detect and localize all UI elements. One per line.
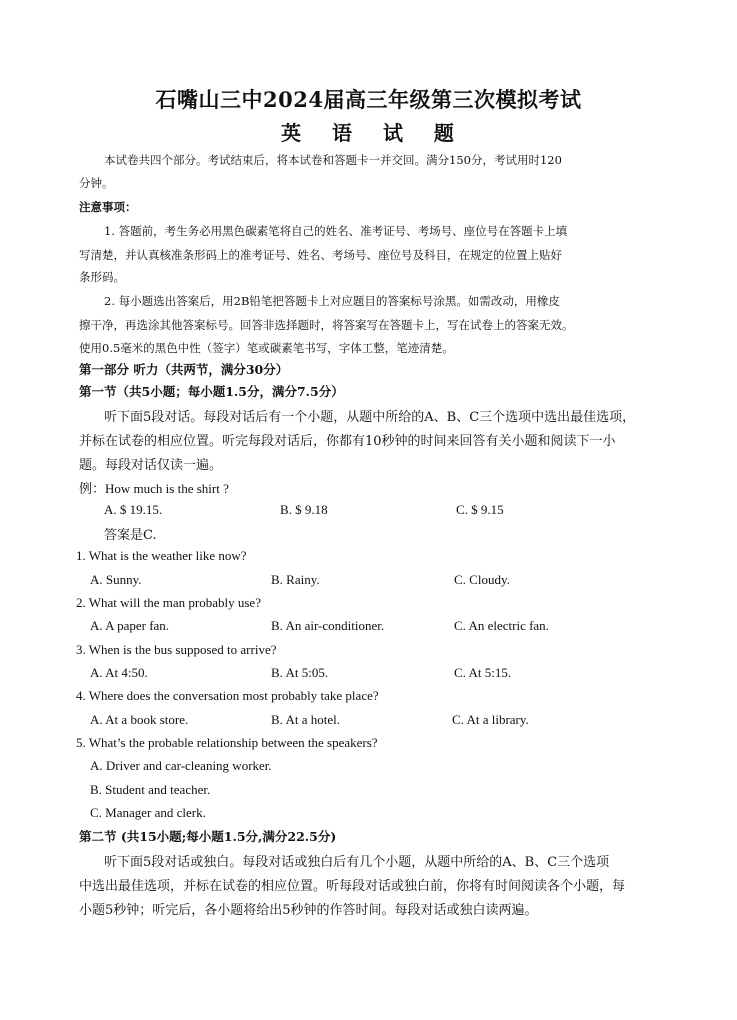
question-2-option-c: C. An electric fan. [454, 618, 549, 633]
question-5: 5. What’s the probable relationship between the speakers? [76, 735, 378, 750]
section2-heading: 第二节 (共15小题;每小题1.5分,满分22.5分) [79, 829, 337, 844]
example-option-c: C. $ 9.15 [456, 502, 504, 517]
section1-instr-line-3: 题。每段对话仅读一遍。 [79, 458, 223, 473]
question-3: 3. When is the bus supposed to arrive? [76, 642, 277, 657]
question-5-option-b: B. Student and teacher. [90, 782, 211, 797]
note-2-line-1: 2. 每小题选出答案后，用2B铅笔把答题卡上对应题目的答案标号涂黑。如需改动，用橡皮 [104, 294, 560, 308]
example-question: 例：How much is the shirt ? [79, 481, 229, 496]
exam-title: 石嘴山三中2024届高三年级第三次模拟考试 [155, 87, 582, 112]
section2-instr-line-2: 中选出最佳选项，并标在试卷的相应位置。听每段对话或独白前，你将有时间阅读各个小题，每 [79, 879, 626, 894]
example-answer: 答案是C. [104, 528, 157, 543]
section1-instr-line-1: 听下面5段对话。每段对话后有一个小题，从题中所给的A、B、C三个选项中选出最佳选项， [104, 410, 636, 425]
part1-heading: 第一部分 听力（共两节，满分30分） [79, 362, 289, 377]
question-3-option-c: C. At 5:15. [454, 665, 512, 680]
question-2-option-a: A. A paper fan. [90, 618, 170, 633]
question-4-option-c: C. At a library. [452, 712, 529, 727]
question-3-option-b: B. At 5:05. [271, 665, 329, 680]
note-1-line-3: 条形码。 [79, 270, 125, 284]
section1-instr-line-2: 并标在试卷的相应位置。听完每段对话后，你都有10秒钟的时间来回答有关小题和阅读下一小 [79, 434, 616, 449]
section2-instr-line-3: 小题5秒钟；听完后，各小题将给出5秒钟的作答时间。每段对话或独白读两遍。 [79, 903, 538, 918]
note-2-line-3: 使用0.5毫米的黑色中性（签字）笔或碳素笔书写，字体工整，笔迹清楚。 [79, 341, 454, 355]
question-4: 4. Where does the conversation most probably take place? [76, 688, 379, 703]
question-2-option-b: B. An air-conditioner. [271, 618, 385, 633]
example-option-a: A. $ 19.15. [104, 502, 163, 517]
section1-heading: 第一节（共5小题；每小题1.5分，满分7.5分） [79, 384, 344, 399]
exam-subtitle: 英 语 试 题 [281, 121, 466, 145]
question-4-option-a: A. At a book store. [90, 712, 189, 727]
note-1-line-1: 1. 答题前，考生务必用黑色碳素笔将自己的姓名、准考证号、考场号、座位号在答题卡上填 [104, 224, 568, 238]
question-1: 1. What is the weather like now? [76, 548, 247, 563]
intro-line-2: 分钟。 [79, 176, 114, 190]
section2-instr-line-1: 听下面5段对话或独白。每段对话或独白后有几个小题，从题中所给的A、B、C三个选项 [104, 855, 610, 870]
question-1-option-c: C. Cloudy. [454, 572, 510, 587]
question-2: 2. What will the man probably use? [76, 595, 261, 610]
notes-heading: 注意事项： [79, 200, 137, 214]
note-2-line-2: 擦干净，再选涂其他答案标号。回答非选择题时，将答案写在答题卡上，写在试卷上的答案无效。 [79, 318, 574, 332]
question-4-option-b: B. At a hotel. [271, 712, 340, 727]
question-1-option-a: A. Sunny. [90, 572, 142, 587]
question-5-option-a: A. Driver and car-cleaning worker. [90, 758, 272, 773]
intro-line-1: 本试卷共四个部分。考试结束后，将本试卷和答题卡一并交回。满分150分，考试用时120 [104, 153, 562, 167]
question-1-option-b: B. Rainy. [271, 572, 320, 587]
note-1-line-2: 写清楚，并认真核准条形码上的准考证号、姓名、考场号、座位号及科目，在规定的位置上贴好 [79, 248, 562, 262]
question-3-option-a: A. At 4:50. [90, 665, 148, 680]
example-option-b: B. $ 9.18 [280, 502, 328, 517]
question-5-option-c: C. Manager and clerk. [90, 805, 206, 820]
